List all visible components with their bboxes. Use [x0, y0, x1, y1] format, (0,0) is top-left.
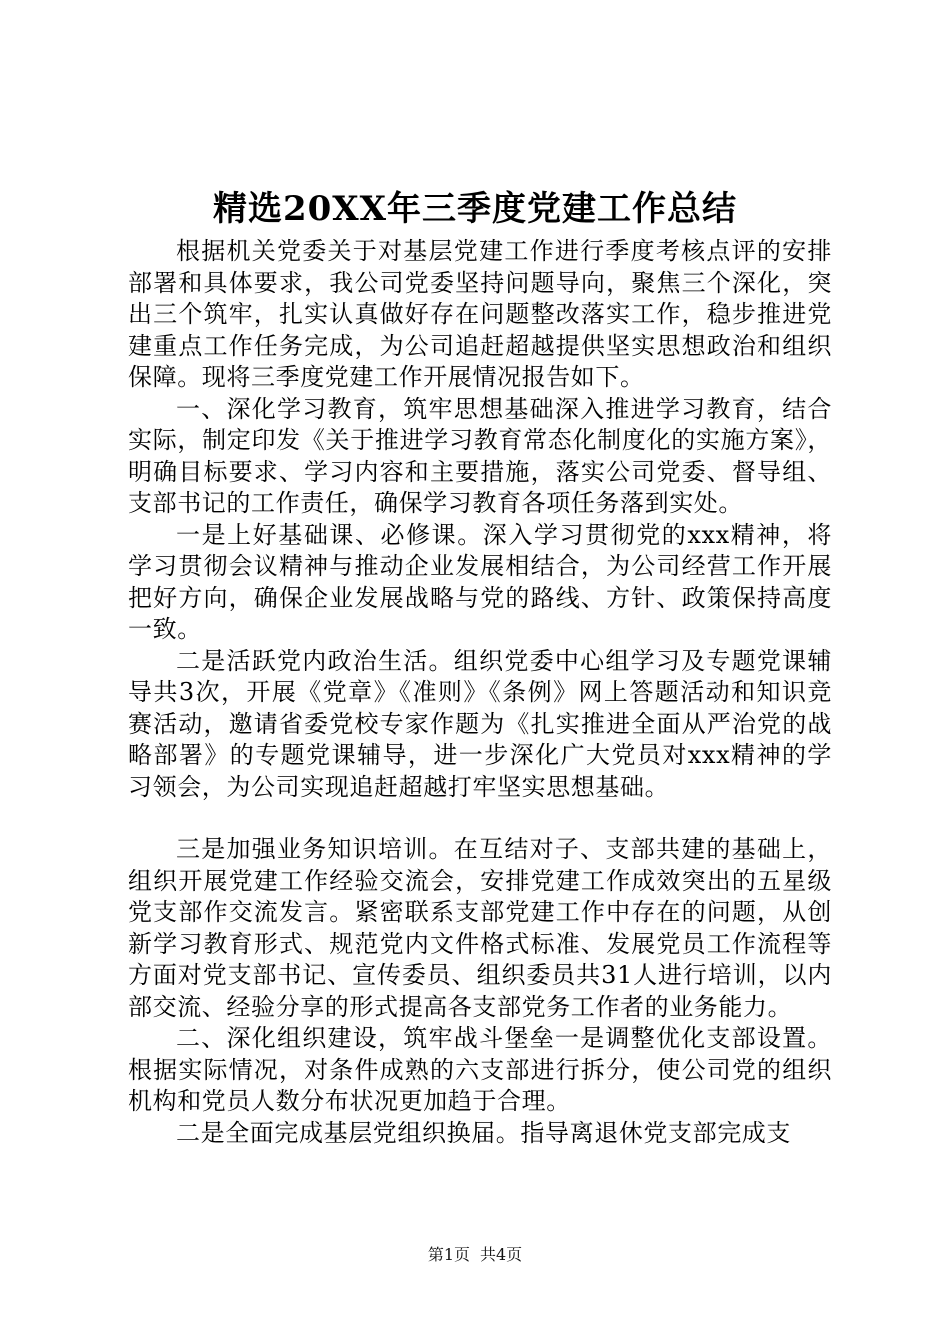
paragraph-section-1: 一、深化学习教育，筑牢思想基础深入推进学习教育，结合实际，制定印发《关于推进学习教育常态化制度化的实施方案》，明确目标要求、学习内容和主要措施，落实公司党委、督导组、支部书记的工作责任，确保学习教育各项任务落到实处。: [128, 394, 832, 517]
paragraph-item-3: 三是加强业务知识培训。在互结对子、支部共建的基础上，组织开展党建工作经验交流会，安排党建工作成效突出的五星级党支部作交流发言。紧密联系支部党建工作中存在的问题，从创新学习教育形式、规范党内文件格式标准、发展党员工作流程等方面对党支部书记、宣传委员、组织委员共31人进行培训，以内部交流、经验分享的形式提高各支部党务工作者的业务能力。: [128, 835, 832, 1021]
paragraph-intro: 根据机关党委关于对基层党建工作进行季度考核点评的安排部署和具体要求，我公司党委坚持问题导向，聚焦三个深化，突出三个筑牢，扎实认真做好存在问题整改落实工作，稳步推进党建重点工作任务完成，为公司追赶超越提供坚实思想政治和组织保障。现将三季度党建工作开展情况报告如下。: [128, 237, 832, 391]
paragraph-item-4: 二是全面完成基层党组织换届。指导离退休党支部完成支: [176, 1118, 791, 1147]
paragraph-item-1: 一是上好基础课、必修课。深入学习贯彻党的xxx精神，将学习贯彻会议精神与推动企业发展相结合，为公司经营工作开展把好方向，确保企业发展战略与党的路线、方针、政策保持高度一致。: [128, 520, 832, 643]
page-total: 共4页: [480, 1245, 523, 1264]
paragraph-item-2: 二是活跃党内政治生活。组织党委中心组学习及专题党课辅导共3次，开展《党章》《准则》《条例》网上答题活动和知识竞赛活动，邀请省委党校专家作题为《扎实推进全面从严治党的战略部署》的专题党课辅导，进一步深化广大党员对xxx精神的学习领会，为公司实现追赶超越打牢坚实思想基础。: [128, 646, 832, 801]
paragraph-section-2: 二、深化组织建设，筑牢战斗堡垒一是调整优化支部设置。根据实际情况，对条件成熟的六支部进行拆分，使公司党的组织机构和党员人数分布状况更加趋于合理。: [128, 1024, 832, 1115]
page-number: 第1页: [427, 1245, 470, 1264]
document-title: 精选20XX年三季度党建工作总结: [212, 189, 738, 229]
page-footer: [0, 1244, 950, 1266]
document-body: [128, 236, 832, 1149]
